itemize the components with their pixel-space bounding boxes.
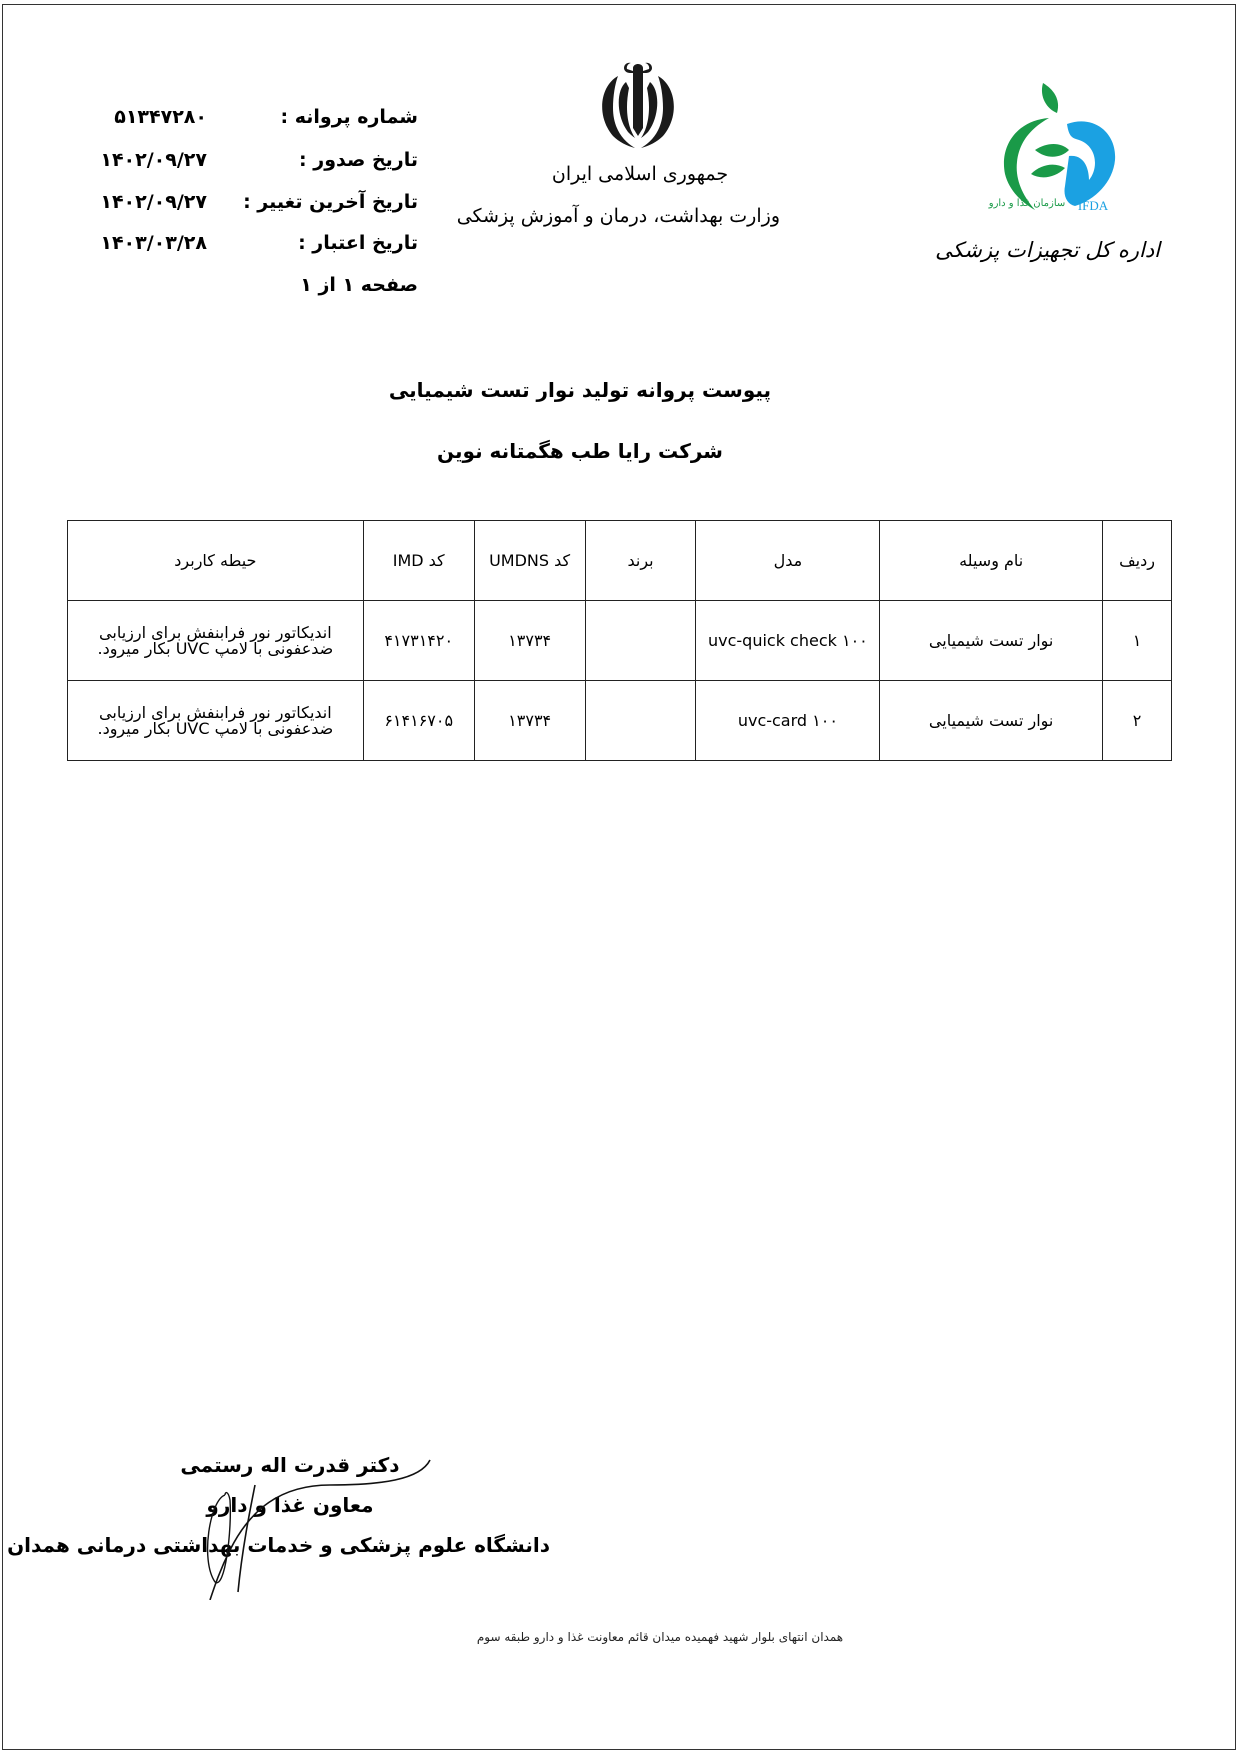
products-table	[67, 520, 1172, 761]
table-row	[68, 681, 1172, 761]
iran-emblem-icon	[588, 58, 688, 158]
cell-umdns: ۱۳۷۳۴	[474, 601, 585, 681]
signatory-name: دکتر قدرت اله رستمی	[180, 1453, 400, 1477]
ifda-logo-text-fa: سازمان غذا و دارو	[988, 198, 1066, 209]
usage-line-2: ضدعفونی با لامپ UVC بکار میرود.	[97, 638, 334, 658]
col-header-device-name: نام وسیله	[880, 521, 1103, 601]
col-header-usage: حیطه کاربرد	[68, 521, 364, 601]
table-row	[68, 601, 1172, 681]
license-number-value: ۵۱۳۴۷۲۸۰	[114, 106, 207, 128]
last-change-label: تاریخ آخرین تغییر :	[243, 191, 418, 213]
cell-device-name: نوار تست شیمیایی	[880, 601, 1103, 681]
cell-device-name: نوار تست شیمیایی	[880, 681, 1103, 761]
cell-row-number: ۲	[1103, 681, 1172, 761]
license-number-label: شماره پروانه :	[280, 106, 418, 128]
cell-brand	[585, 601, 696, 681]
usage-line-1: اندیکاتور نور فرابنفش برای ارزیابی	[99, 622, 332, 642]
usage-line-1: اندیکاتور نور فرابنفش برای ارزیابی	[99, 702, 332, 722]
cell-row-number: ۱	[1103, 601, 1172, 681]
footer-address: همدان انتهای بلوار شهید فهمیده میدان قائم معاونت غذا و دارو طبقه سوم	[476, 1630, 844, 1644]
issue-date-value: ۱۴۰۲/۰۹/۲۷	[100, 149, 207, 171]
signatory-position: معاون غذا و دارو	[206, 1493, 374, 1517]
cell-model: uvc-quick check ۱۰۰	[696, 601, 880, 681]
company-name: شرکت رایا طب هگمتانه نوین	[437, 439, 723, 463]
ifda-logo-text-en: IFDA	[1077, 198, 1109, 213]
cell-usage	[68, 681, 364, 761]
col-header-row-number: ردیف	[1103, 521, 1172, 601]
document-title: پیوست پروانه تولید نوار تست شیمیایی	[388, 378, 772, 402]
cell-umdns: ۱۳۷۳۴	[474, 681, 585, 761]
cell-brand	[585, 681, 696, 761]
emblem-line-2: وزارت بهداشت، درمان و آموزش پزشکی	[456, 205, 780, 227]
validity-label: تاریخ اعتبار :	[298, 232, 418, 254]
ifda-caption: اداره کل تجهیزات پزشکی	[935, 238, 1160, 262]
usage-line-2: ضدعفونی با لامپ UVC بکار میرود.	[97, 718, 334, 738]
col-header-imd: کد IMD	[363, 521, 474, 601]
handwritten-signature-icon	[180, 1440, 440, 1600]
issue-date-label: تاریخ صدور :	[299, 149, 418, 171]
table-header-row	[68, 521, 1172, 601]
cell-imd: ۴۱۷۳۱۴۲۰	[363, 601, 474, 681]
last-change-value: ۱۴۰۲/۰۹/۲۷	[100, 191, 207, 213]
col-header-model: مدل	[696, 521, 880, 601]
cell-imd: ۶۱۴۱۶۷۰۵	[363, 681, 474, 761]
signatory-organization: دانشگاه علوم پزشکی و خدمات بهداشتی درمانی همدان	[7, 1533, 550, 1557]
cell-usage	[68, 601, 364, 681]
ifda-logo-icon	[985, 78, 1130, 213]
validity-value: ۱۴۰۳/۰۳/۲۸	[100, 232, 207, 254]
emblem-line-1: جمهوری اسلامی ایران	[551, 163, 729, 185]
col-header-brand: برند	[585, 521, 696, 601]
page-number: صفحه ۱ از ۱	[300, 274, 418, 296]
col-header-umdns: کد UMDNS	[474, 521, 585, 601]
cell-model: uvc-card ۱۰۰	[696, 681, 880, 761]
